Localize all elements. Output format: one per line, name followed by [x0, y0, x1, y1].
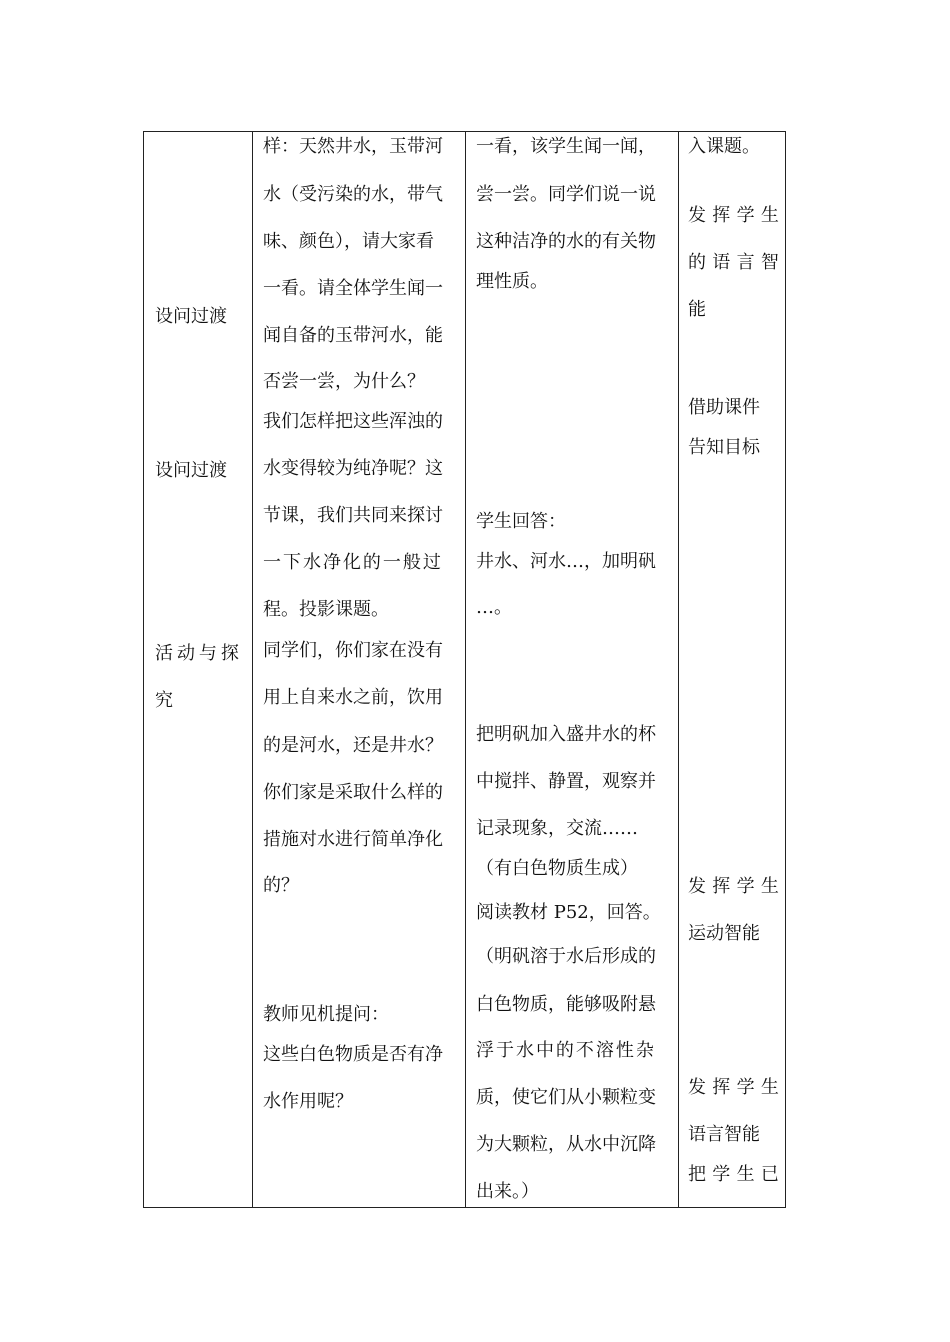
student-line: 记录现象，交流……	[476, 818, 638, 839]
teacher-line: 一下水净化的一般过	[263, 552, 443, 573]
student-line: 质，使它们从小颗粒变	[476, 1087, 656, 1108]
teacher-line: 同学们，你们家在没有	[263, 640, 443, 661]
teacher-line: 教师见机提问：	[263, 1004, 389, 1025]
intent-line: 发挥学生	[688, 876, 786, 897]
intent-line: 发挥学生	[688, 205, 786, 226]
teacher-line: 样：天然井水，玉带河	[263, 136, 443, 157]
student-line: 阅读教材 P52，回答。	[476, 902, 661, 923]
student-line: 井水、河水…，加明矾	[476, 551, 656, 572]
stage-label-transition: 设问过渡	[155, 460, 227, 481]
teacher-line: 程。投影课题。	[263, 599, 389, 620]
teacher-line: 水作用呢？	[263, 1091, 353, 1112]
student-line: （明矾溶于水后形成的	[476, 946, 656, 967]
student-line: 把明矾加入盛井水的杯	[476, 724, 656, 745]
column-divider	[465, 132, 466, 1207]
intent-line: 发挥学生	[688, 1077, 786, 1098]
teacher-line: 你们家是采取什么样的	[263, 782, 443, 803]
teacher-line: 一看。请全体学生闻一	[263, 278, 443, 299]
teacher-line: 水变得较为纯净呢？这	[263, 458, 443, 479]
teacher-line: 用上自来水之前，饮用	[263, 687, 443, 708]
student-line: 中搅拌、静置，观察并	[476, 771, 656, 792]
student-line: …。	[476, 597, 512, 618]
intent-line: 运动智能	[688, 923, 760, 944]
student-line: 一看，该学生闻一闻，	[476, 136, 656, 157]
intent-line: 入课题。	[688, 136, 760, 157]
intent-line: 借助课件	[688, 397, 760, 418]
student-line: 理性质。	[476, 271, 548, 292]
intent-line: 把学生已	[688, 1164, 786, 1185]
stage-label-transition: 设问过渡	[155, 306, 227, 327]
column-divider	[252, 132, 253, 1207]
student-line: 浮于水中的不溶性杂	[476, 1040, 656, 1061]
lesson-plan-table	[143, 131, 786, 1208]
column-divider	[678, 132, 679, 1207]
teacher-line: 水（受污染的水，带气	[263, 184, 443, 205]
teacher-line: 的？	[263, 875, 299, 896]
intent-line: 语言智能	[688, 1124, 760, 1145]
student-line: 学生回答：	[476, 511, 566, 532]
teacher-line: 闻自备的玉带河水，能	[263, 325, 443, 346]
teacher-line: 这些白色物质是否有净	[263, 1044, 443, 1065]
teacher-line: 我们怎样把这些浑浊的	[263, 411, 443, 432]
teacher-line: 节课，我们共同来探讨	[263, 505, 443, 526]
teacher-line: 味、颜色），请大家看	[263, 231, 434, 252]
teacher-line: 措施对水进行简单净化	[263, 829, 443, 850]
intent-line: 能	[688, 299, 706, 320]
teacher-line: 否尝一尝，为什么？	[263, 371, 425, 392]
stage-label-activity: 活动与探	[155, 643, 243, 664]
student-line: 白色物质，能够吸附悬	[476, 994, 656, 1015]
student-line: 这种洁净的水的有关物	[476, 231, 656, 252]
intent-line: 告知目标	[688, 437, 760, 458]
student-line: 出来。）	[476, 1181, 539, 1202]
stage-label-activity: 究	[155, 690, 173, 711]
intent-line: 的语言智	[688, 252, 786, 273]
teacher-line: 的是河水，还是井水？	[263, 735, 443, 756]
student-line: 为大颗粒，从水中沉降	[476, 1134, 656, 1155]
student-line: （有白色物质生成）	[476, 858, 638, 879]
student-line: 尝一尝。同学们说一说	[476, 184, 656, 205]
